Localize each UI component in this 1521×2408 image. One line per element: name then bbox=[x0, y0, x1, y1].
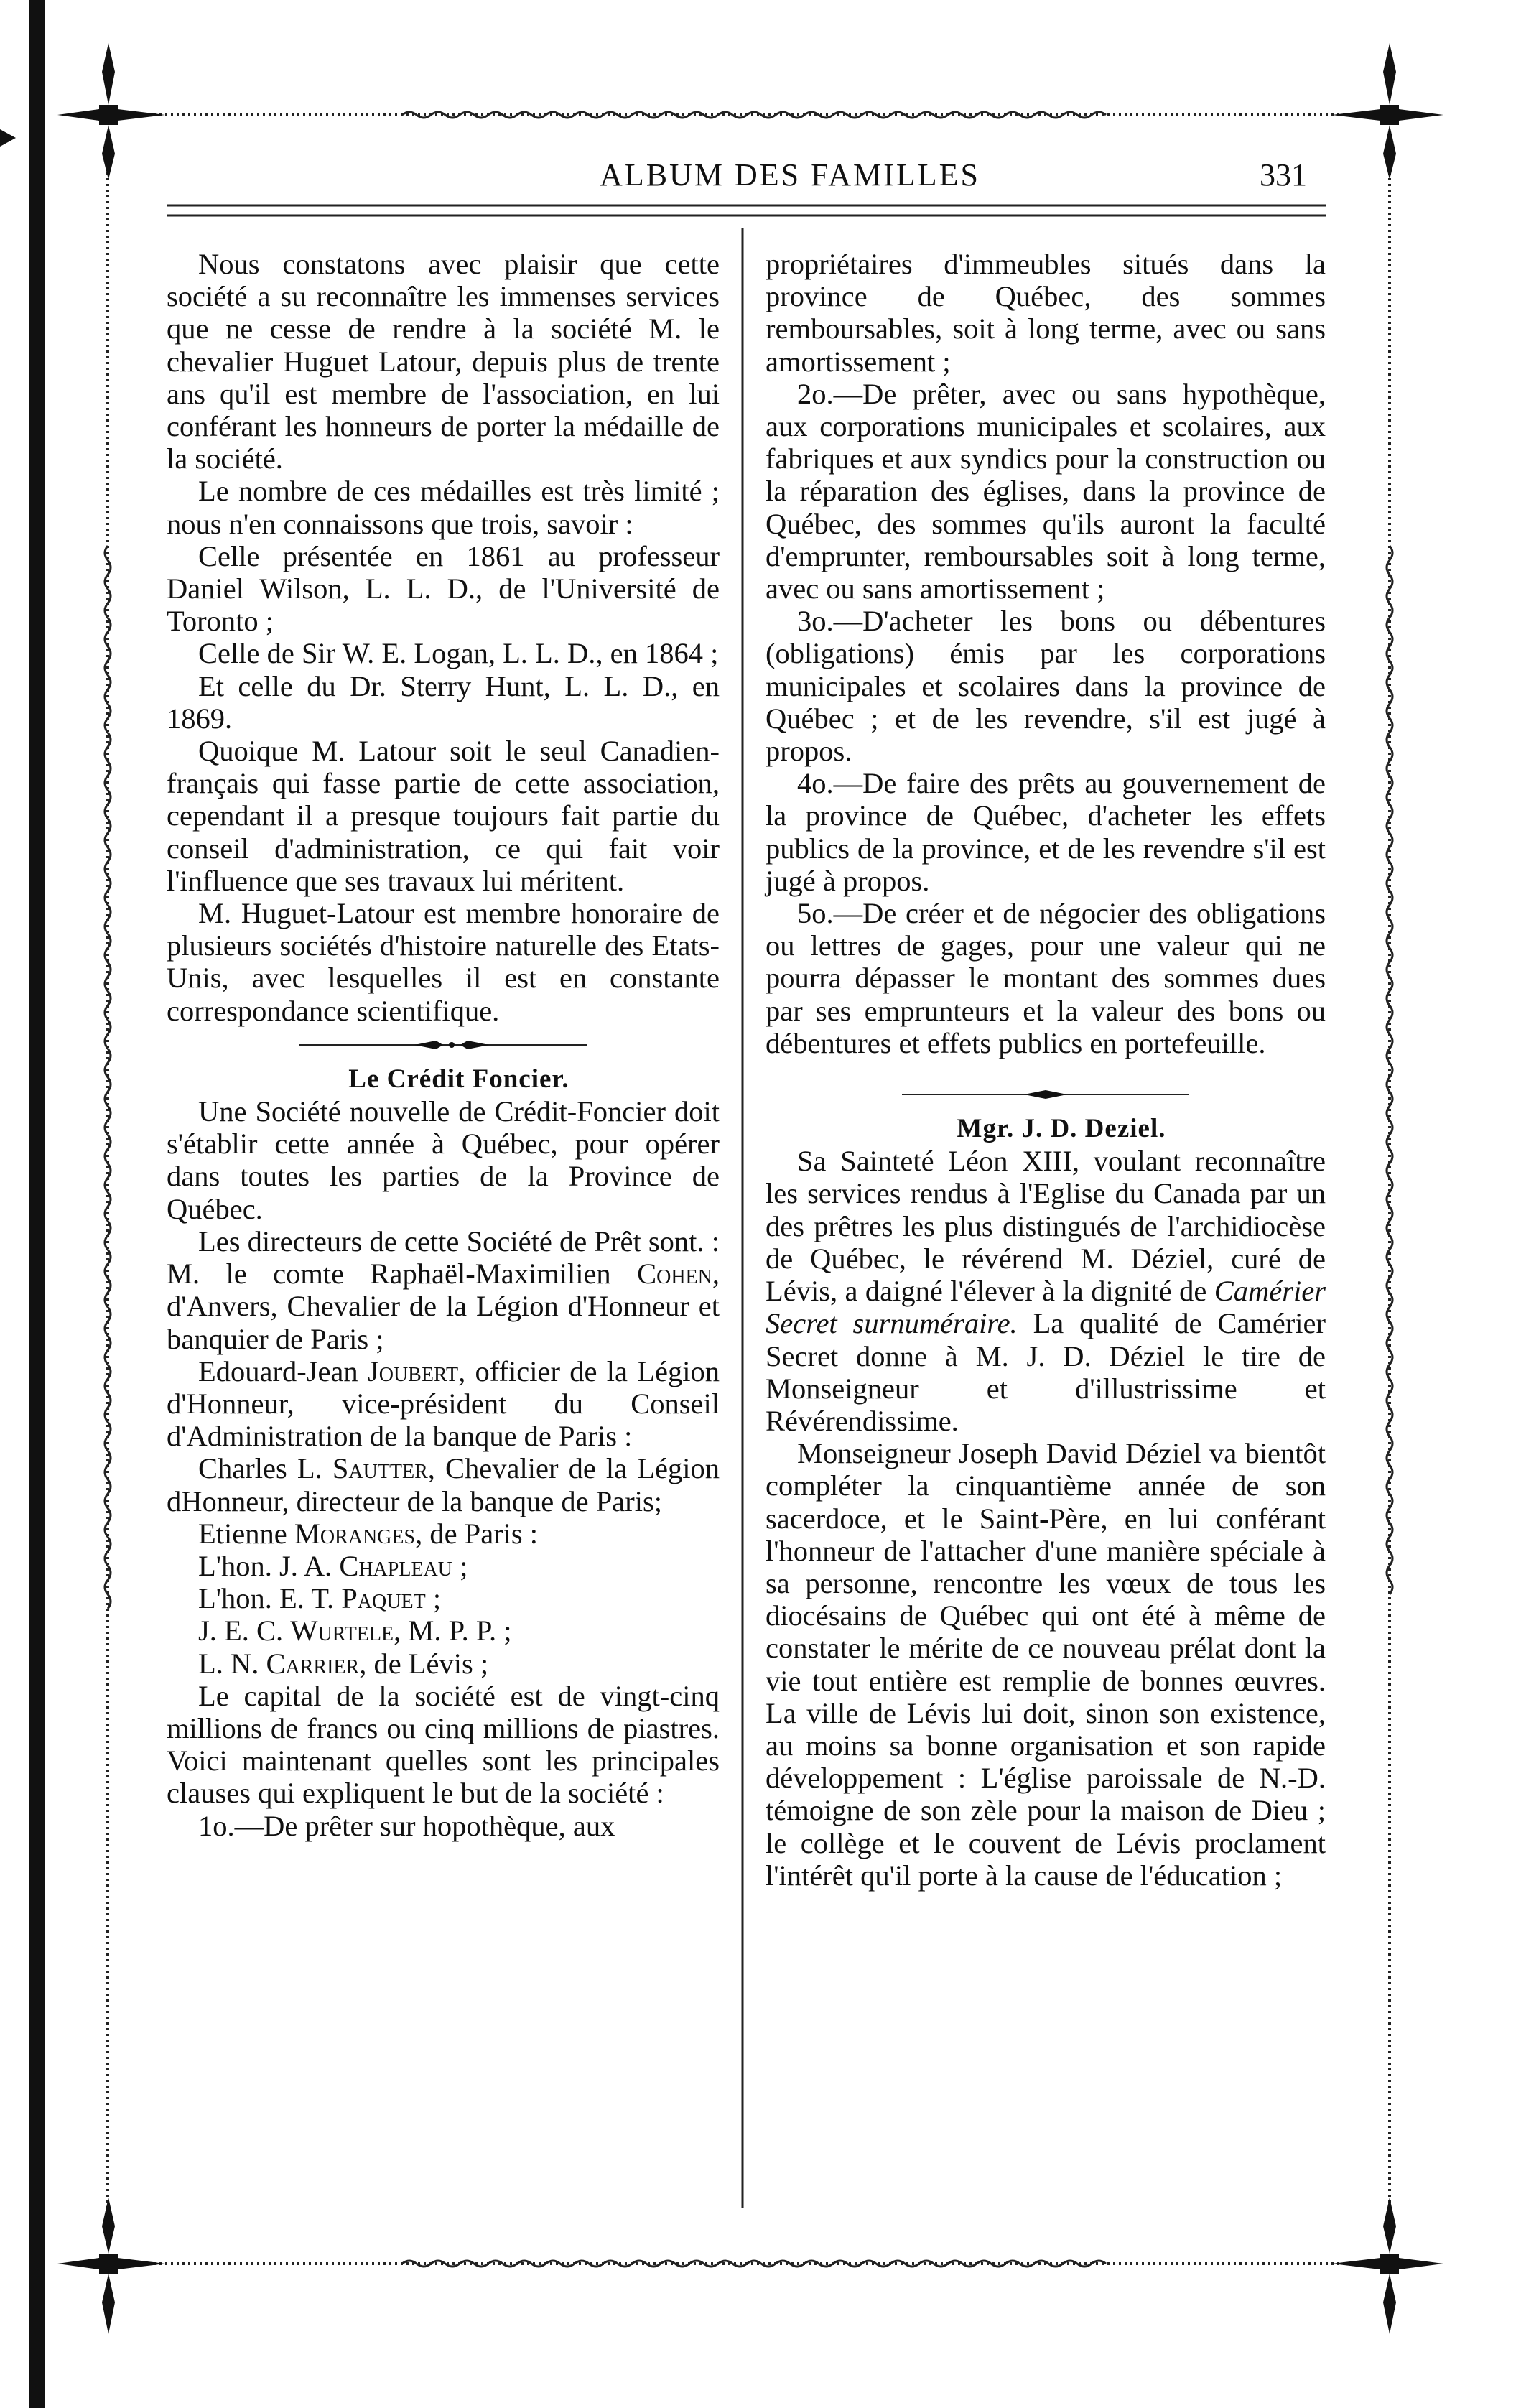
person-details: , M. P. P. ; bbox=[394, 1614, 512, 1647]
person-details: ; bbox=[452, 1549, 468, 1582]
section-divider-ornament bbox=[167, 1027, 720, 1063]
person-name: Joubert bbox=[367, 1354, 459, 1387]
paragraph: 1o.—De prêter sur hopothèque, aux bbox=[198, 1809, 615, 1842]
person-firstname: Etienne bbox=[198, 1517, 287, 1550]
person-name: Paquet bbox=[341, 1582, 426, 1615]
person-details: , d'Anvers, Chevalier de la Légion d'Honneur et banquier de Paris ; bbox=[167, 1258, 720, 1355]
deziel-text: Sa Sainteté Léon XIII, voulant reconnaître les services rendus à l'Eglise du Canada par un des prêtres les plus distingués de l'archidiocèse de Québec, le révérend M. Déziel, curé de Lévis, a daigné l'élever à la dignité de bbox=[766, 1145, 1326, 1308]
paragraph bbox=[167, 1614, 720, 1647]
person-name: Sautter bbox=[332, 1452, 428, 1485]
person-firstname: Edouard-Jean bbox=[198, 1354, 358, 1387]
paragraph: Le capital de la société est de vingt-cinq millions de francs ou cinq millions de piastres. Voici maintenant quelles sont les principales clauses qui expliquent le but de la société : bbox=[167, 1679, 720, 1810]
section-title-credit-foncier: Le Crédit Foncier. bbox=[348, 1064, 569, 1094]
person-details: , officier de la Légion d'Honneur, vice-président du Conseil d'Administration de la banque de Paris : bbox=[167, 1354, 720, 1453]
person-details: , de Lévis ; bbox=[359, 1647, 489, 1680]
paragraph: Et celle du Dr. Sterry Hunt, L. L. D., en 1869. bbox=[167, 669, 720, 735]
person-name: Carrier bbox=[266, 1647, 360, 1680]
running-title: ALBUM DES FAMILLES bbox=[600, 157, 980, 192]
person-details: ; bbox=[425, 1582, 442, 1615]
honorific-title: Camérier Secret surnuméraire. bbox=[766, 1275, 1326, 1340]
person-firstname: Charles L. bbox=[198, 1452, 322, 1485]
paragraph: Quoique M. Latour soit le seul Canadien-français qui fasse partie de cette association, cependant il a presque toujours fait partie du conseil d'administration, ce qui fait voir l'influence que ses travaux lui méritent. bbox=[167, 735, 720, 897]
paragraph bbox=[167, 1517, 720, 1550]
directors-intro: Les directeurs de cette Société de Prêt sont. : M. le comte Raphaël-Maximilien bbox=[167, 1224, 720, 1291]
paragraph: 4o.—De faire des prêts au gouvernement de la province de Québec, d'acheter les effets publics de la province, et de les revendre s'il est jugé à propos. bbox=[766, 767, 1326, 897]
paragraph: Celle présentée en 1861 au professeur Daniel Wilson, L. L. D., de l'Université de Toronto ; bbox=[167, 539, 720, 638]
left-column bbox=[167, 248, 720, 1842]
person-name: Wurtele bbox=[290, 1614, 394, 1647]
paragraph bbox=[167, 1452, 720, 1517]
person-firstname: L'hon. E. T. bbox=[198, 1582, 335, 1615]
section-divider-ornament bbox=[766, 1077, 1326, 1112]
paragraph: 3o.—D'acheter les bons ou débentures (obligations) émis par les corporations municipales et scolaires dans la province de Québec ; et de les revendre, s'il est jugé à propos. bbox=[766, 605, 1326, 768]
page-number: 331 bbox=[1260, 157, 1307, 192]
person-details: , de Paris : bbox=[415, 1517, 539, 1550]
person-name: Cohen bbox=[637, 1258, 712, 1291]
paragraph bbox=[167, 1582, 720, 1614]
paragraph: 5o.—De créer et de négocier des obligations ou lettres de gages, pour une valeur qui ne pourra dépasser le montant des sommes dues par ses emprunteurs et la valeur des bons ou débentures et effets publics en portefeuille. bbox=[766, 897, 1326, 1059]
paragraph: Le nombre de ces médailles est très limité ; nous n'en connaissons que trois, savoir : bbox=[167, 475, 720, 540]
paragraph: Nous constatons avec plaisir que cette société a su reconnaître les immenses services que ne cesse de rendre à la société M. le chevalier Huguet Latour, depuis plus de trente ans qu'il est membre de l'association, en lui conférant les honneurs de porter la médaille de la société. bbox=[167, 248, 720, 475]
section-title-deziel: Mgr. J. D. Deziel. bbox=[957, 1114, 1166, 1144]
person-firstname: L. N. bbox=[198, 1647, 259, 1680]
paragraph bbox=[766, 1145, 1326, 1437]
person-firstname: J. E. C. bbox=[198, 1614, 284, 1647]
paragraph: Monseigneur Joseph David Déziel va bientôt compléter la cinquantième année de son sacerdoce, et le Saint-Père, en lui conférant l'honneur de l'attacher d'une manière spéciale à sa personne, rencontre les vœux de tous les diocésains de Québec qui ont été à même de constater le mérite de ce nouveau prélat dont la vie tout entière est remplie de bonnes œuvres. La ville de Lévis lui doit, sinon son existence, au moins sa bonne organisation et son rapide développement : L'église paroissale de N.-D. témoigne de son zèle pour la maison de Dieu ; le collège et le couvent de Lévis proclament l'intérêt qu'il porte à la cause de l'éducation ; bbox=[766, 1437, 1326, 1892]
paragraph bbox=[167, 1550, 720, 1582]
paragraph: 2o.—De prêter, avec ou sans hypothèque, aux corporations municipales et scolaires, aux fabriques et aux syndics pour la construction ou la réparation des églises, dans la province de Québec, des sommes qu'ils auront la faculté d'emprunter, remboursables soit à long terme, avec ou sans amortissement ; bbox=[766, 377, 1326, 605]
paragraph bbox=[167, 1647, 720, 1680]
paragraph bbox=[167, 1355, 720, 1453]
paragraph: Celle de Sir W. E. Logan, L. L. D., en 1864 ; bbox=[198, 637, 719, 670]
person-details: , Chevalier de la Légion dHonneur, directeur de la banque de Paris; bbox=[167, 1452, 720, 1517]
paragraph: M. Huguet-Latour est membre honoraire de plusieurs sociétés d'histoire naturelle des Etats-Unis, avec lesquelles il est en constante correspondance scientifique. bbox=[167, 897, 720, 1027]
paragraph bbox=[167, 1225, 720, 1355]
person-name: Moranges bbox=[294, 1517, 416, 1550]
right-column bbox=[766, 248, 1326, 1892]
paragraph: propriétaires d'immeubles situés dans la province de Québec, des sommes remboursables, soit à long terme, avec ou sans amortissement ; bbox=[766, 248, 1326, 378]
paragraph: Une Société nouvelle de Crédit-Foncier doit s'établir cette année à Québec, pour opérer dans toutes les parties de la Province de Québec. bbox=[167, 1095, 720, 1225]
deziel-text: La qualité de Camérier Secret donne à M. J. D. Déziel le tire de Monseigneur et d'illustrissime et Révérendissime. bbox=[766, 1307, 1326, 1437]
person-name: Chapleau bbox=[339, 1549, 452, 1582]
person-firstname: L'hon. J. A. bbox=[198, 1549, 332, 1582]
